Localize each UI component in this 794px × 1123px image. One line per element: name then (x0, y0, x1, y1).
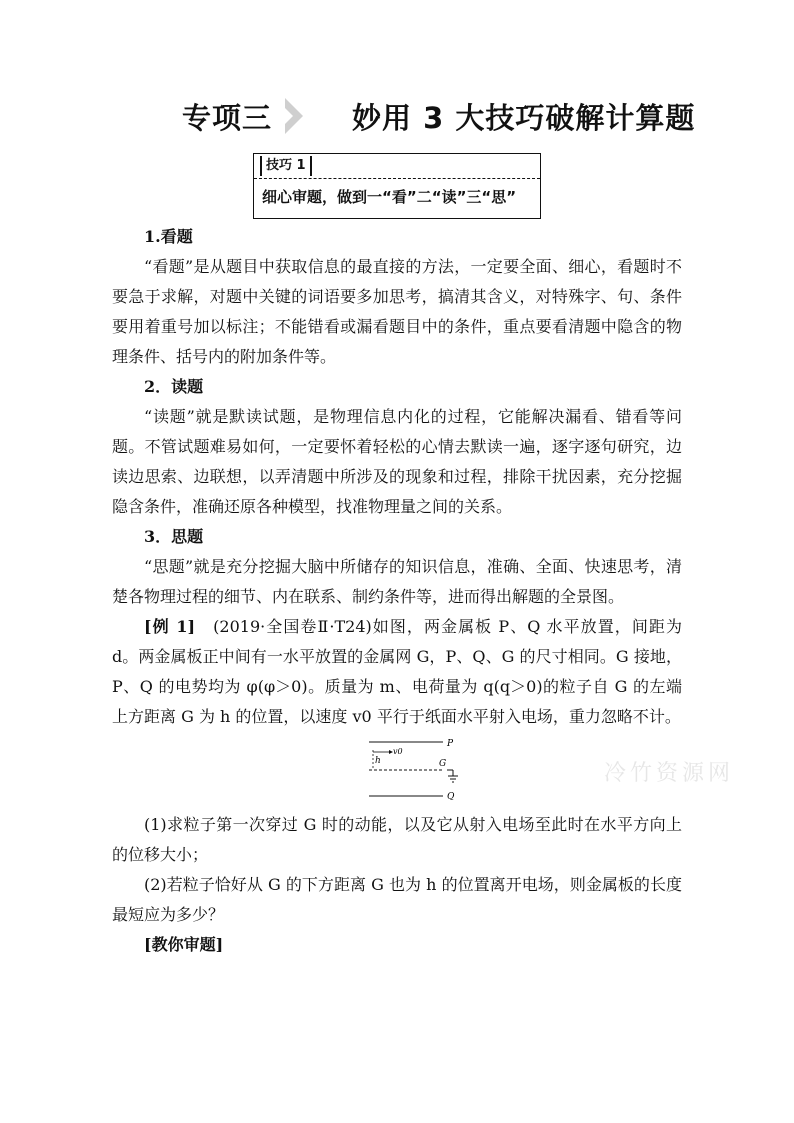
watermark: 冷竹资源网 (604, 761, 735, 786)
label-p: P (447, 739, 454, 749)
question-1: (1)求粒子第一次穿过 G 时的动能，以及它从射入电场至此时在水平方向上的位移大小； (112, 815, 682, 864)
example-text: (2019·全国卷Ⅱ·T24)如图，两金属板 P、Q 水平放置，间距为 d。两金属板正中间有一水平放置的金属网 G，P、Q、G 的尺寸相同。G 接地，P、Q 的电势均为 φ(φ＞0)。质量为 m、电荷量为 q(q＞0)的粒子自 G 的左端上方距离 G 为 h 的位置，以速度 v0 平行于纸面水平射入电场，重力忽略不计。 (112, 617, 682, 726)
main-content (112, 222, 682, 960)
page-title-row (0, 96, 794, 138)
label-v0: v0 (393, 747, 403, 756)
label-h: h (375, 756, 381, 766)
example-paragraph (112, 612, 682, 732)
label-q: Q (447, 792, 455, 800)
question-2: (2)若粒子恰好从 G 的下方距离 G 也为 h 的位置离开电场，则金属板的长度最短应为多少？ (112, 875, 682, 924)
section-body: “读题”就是默读试题，是物理信息内化的过程，它能解决漏看、错看等问题。不管试题难易如何，一定要怀着轻松的心情去默读一遍，逐字逐句研究，边读边思索、边联想，以弄清题中所涉及的现象和过程，排除干扰因素，充分挖掘隐含条件，准确还原各种模型，找准物理量之间的关系。 (112, 407, 682, 516)
page-title-left: 专项三 (182, 101, 273, 135)
tip-box (253, 153, 541, 219)
section-heading: 2．读题 (144, 377, 204, 396)
tip-divider (254, 178, 540, 179)
section-body: “看题”是从题目中获取信息的最直接的方法，一定要全面、细心，看题时不要急于求解，对题中关键的词语要多加思考，搞清其含义，对特殊字、句、条件要用着重号加以标注；不能错看或漏看题目中的条件，重点要看清题中隐含的物理条件、括号内的附加条件等。 (112, 257, 682, 366)
teach-label: [教你审题] (144, 935, 224, 954)
plates-diagram (112, 734, 682, 804)
tip-text: 细心审题，做到一“看”二“读”三“思” (262, 188, 517, 206)
tip-tag: 技巧 1 (260, 156, 312, 176)
example-tag: [例 1] (144, 617, 196, 636)
page-title-right: 妙用 3 大技巧破解计算题 (352, 101, 696, 135)
chevron-right-icon (283, 98, 305, 134)
section-body: “思题”就是充分挖掘大脑中所储存的知识信息，准确、全面、快速思考，清楚各物理过程的细节、内在联系、制约条件等，进而得出解题的全景图。 (112, 557, 682, 606)
label-g: G (439, 759, 447, 769)
section-heading: 1.看题 (144, 227, 193, 246)
section-heading: 3．思题 (144, 527, 204, 546)
plates-diagram-svg (367, 736, 477, 800)
